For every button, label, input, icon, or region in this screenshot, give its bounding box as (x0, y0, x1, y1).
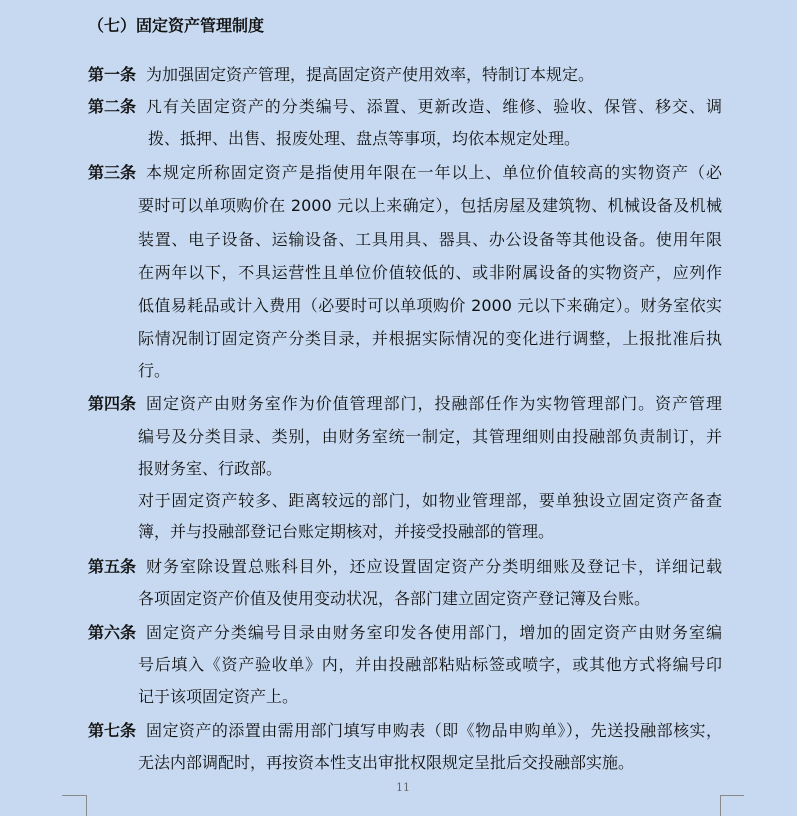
article-line: 编号及分类目录、类别，由财务室统一制定，其管理细则由投融部负责制订，并 (138, 427, 722, 446)
crop-mark-left (62, 795, 86, 796)
article-line: 各项固定资产价值及使用变动状况，各部门建立固定资产登记簿及台账。 (138, 589, 651, 608)
article-line: 行。 (138, 361, 171, 380)
article-line: 记于该项固定资产上。 (138, 687, 299, 706)
article-label: 第五条 (88, 557, 137, 576)
article-label: 第六条 (88, 623, 137, 642)
article-line: 在两年以下，不具运营性且单位价值较低的、或非附属设备的实物资产，应列作 (138, 263, 722, 282)
article-line: 装置、电子设备、运输设备、工具用具、器具、办公设备等其他设备。使用年限 (138, 230, 722, 249)
article-line: 对于固定资产较多、距离较远的部门，如物业管理部，要单独设立固定资产备查 (138, 491, 722, 510)
page-number: 11 (396, 781, 410, 794)
article-line: 低值易耗品或计入费用（必要时可以单项购价 2000 元以下来确定）。财务室依实 (138, 296, 722, 315)
article-line: 拨、抵押、出售、报废处理、盘点等事项，均依本规定处理。 (148, 129, 581, 148)
section-heading: （七）固定资产管理制度 (88, 16, 265, 35)
article-label: 第三条 (88, 163, 137, 182)
article-line: 际情况制订固定资产分类目录，并根据实际情况的变化进行调整，上报批准后执 (138, 329, 722, 348)
article-line: 财务室除设置总账科目外，还应设置固定资产分类明细账及登记卡，详细记载 (146, 557, 722, 576)
article-line: 凡有关固定资产的分类编号、添置、更新改造、维修、验收、保管、移交、调 (146, 97, 722, 116)
crop-mark-left-vertical (86, 795, 87, 816)
article-label: 第四条 (88, 394, 137, 413)
article-line: 固定资产的添置由需用部门填写申购表（即《物品申购单》），先送投融部核实， (146, 721, 722, 740)
article-line: 固定资产由财务室作为价值管理部门，投融部任作为实物管理部门。资产管理 (146, 394, 722, 413)
article-label: 第二条 (88, 97, 137, 116)
article-label: 第七条 (88, 721, 137, 740)
crop-mark-right (720, 795, 744, 796)
article-line: 报财务室、行政部。 (138, 459, 283, 478)
article-label: 第一条 (88, 65, 137, 84)
article-line: 为加强固定资产管理，提高固定资产使用效率，特制订本规定。 (146, 65, 595, 84)
article-line: 本规定所称固定资产是指使用年限在一年以上、单位价值较高的实物资产（必 (146, 163, 722, 182)
article-line: 要时可以单项购价在 2000 元以上来确定），包括房屋及建筑物、机械设备及机械 (138, 196, 722, 215)
article-line: 号后填入《资产验收单》内，并由投融部粘贴标签或喷字，或其他方式将编号印 (138, 655, 722, 674)
crop-mark-right-vertical (720, 795, 721, 816)
article-line: 固定资产分类编号目录由财务室印发各使用部门，增加的固定资产由财务室编 (146, 623, 722, 642)
article-line: 无法内部调配时，再按资本性支出审批权限规定呈批后交投融部实施。 (138, 753, 635, 772)
article-line: 簿，并与投融部登记台账定期核对，并接受投融部的管理。 (138, 522, 555, 541)
